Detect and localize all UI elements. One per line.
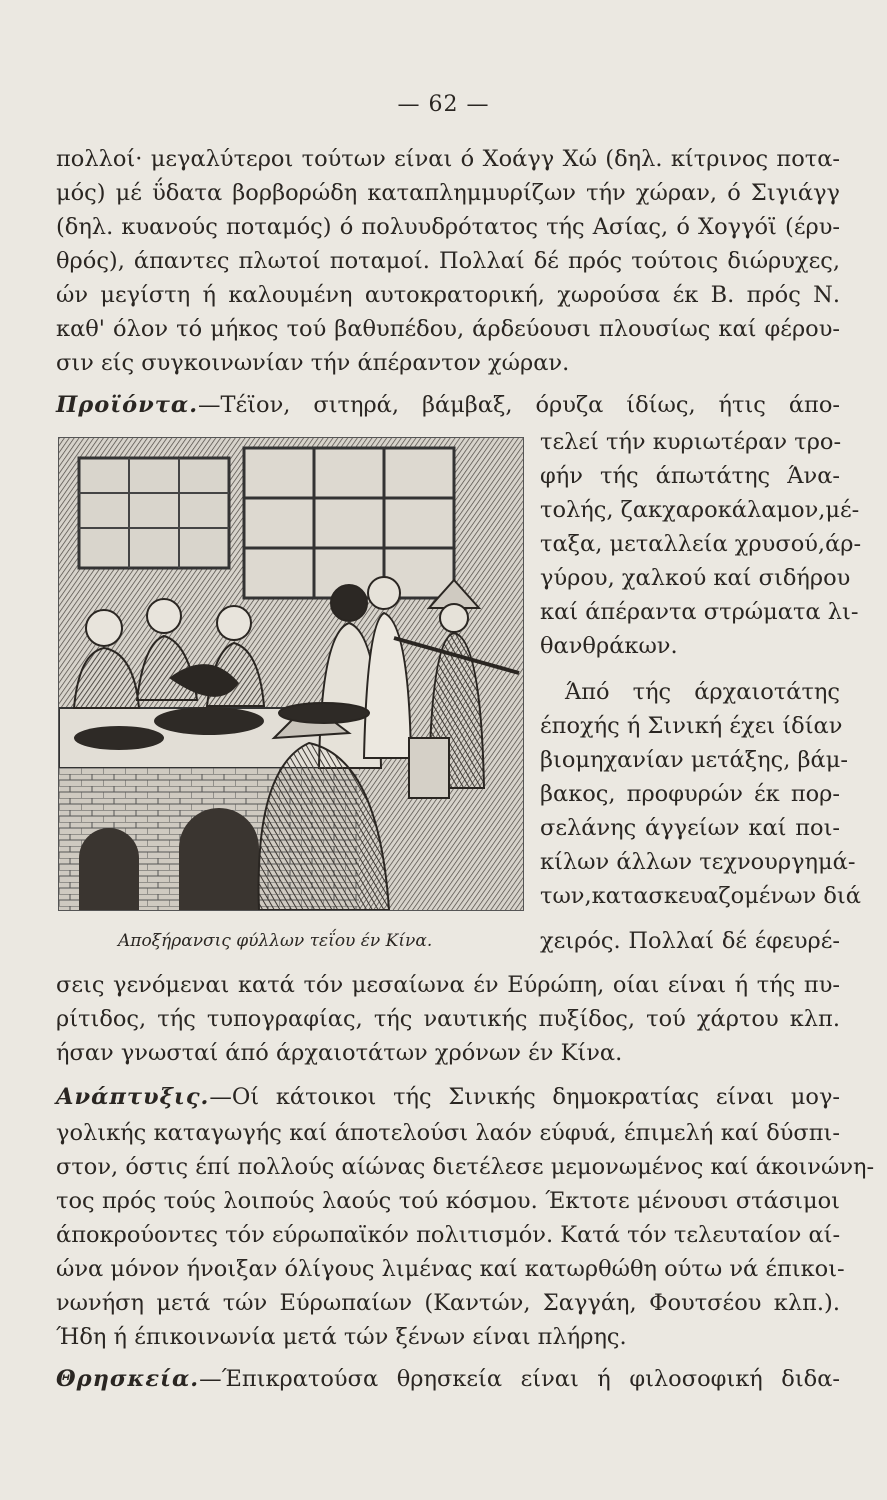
text-line: στον, όστις έπί πολλούς αίώνας διετέλεσε μεμονωμένος καί άκοινώνη- xyxy=(56,1154,875,1180)
development-heading: Ανάπτυξις. xyxy=(56,1084,210,1110)
text-line: Άπό τής άρχαιοτάτης xyxy=(565,679,840,705)
text-line: φήν τής άπωτάτης Άνα- xyxy=(540,463,840,489)
text-line: ήσαν γνωσταί άπό άρχαιοτάτων χρόνων έν Κίνα. xyxy=(56,1040,623,1066)
text-line: πολλοί· μεγαλύτεροι τούτων είναι ό Χοάγγ Χώ (δηλ. κίτρινος ποτα- xyxy=(56,146,840,172)
text-line: γύρου, χαλκού καί σιδήρου xyxy=(540,565,851,591)
text-line: βακος, προφυρών έκ πορ- xyxy=(540,781,840,807)
text-line: σεις γενόμεναι κατά τόν μεσαίωνα έν Εύρώπη, οίαι είναι ή τής πυ- xyxy=(56,972,840,998)
text-line: καί άπέραντα στρώματα λι- xyxy=(540,599,859,625)
text-line: άποκρούοντες τόν εύρωπαϊκόν πολιτισμόν. Κατά τόν τελευταίον αί- xyxy=(56,1222,841,1248)
text-line: ώνα μόνον ήνοιξαν όλίγους λιμένας καί κατωρθώθη ούτω νά έπικοι- xyxy=(56,1256,845,1282)
text-line: ρίτιδος, τής τυπογραφίας, τής ναυτικής πυξίδος, τού χάρτου κλπ. xyxy=(56,1006,840,1032)
text-line: βιομηχανίαν μετάξης, βάμ- xyxy=(540,747,848,773)
religion-line xyxy=(56,1364,840,1394)
text-line: τολής, ζακχαροκάλαμον,μέ- xyxy=(540,497,860,523)
text-line: γολικής καταγωγής καί άποτελούσι λαόν εύφυά, έπιμελή καί δύσπι- xyxy=(56,1120,840,1146)
text-line: ών μεγίστη ή καλουμένη αυτοκρατορική, χωρούσα έκ Β. πρός Ν. xyxy=(56,282,840,308)
text-line: τελεί τήν κυριωτέραν τρο- xyxy=(540,429,842,455)
figure-caption: Αποξήρανσις φύλλων τεΐου έν Κίνα. xyxy=(118,931,433,951)
tea-drying-engraving xyxy=(59,438,523,910)
text-line: κίλων άλλων τεχνουργημά- xyxy=(540,849,856,875)
products-heading: Προϊόντα. xyxy=(56,392,199,418)
products-text: —Τέϊον, σιτηρά, βάμβαξ, όρυζα ίδίως, ήτις άπο- xyxy=(198,392,840,418)
text-line: καθ' όλον τό μήκος τού βαθυπέδου, άρδεύουσι πλουσίως καί φέρου- xyxy=(56,316,840,342)
text-line: σελάνης άγγείων καί ποι- xyxy=(540,815,840,841)
page-number: — 62 — xyxy=(397,92,490,117)
text-line: σιν είς συγκοινωνίαν τήν άπέραντον χώραν. xyxy=(56,350,570,376)
text-line: των,κατασκευαζομένων διά xyxy=(540,883,861,909)
text-line: τος πρός τούς λοιπούς λαούς τού κόσμου. Έκτοτε μένουσι στάσιμοι xyxy=(56,1188,840,1214)
religion-text: —Έπικρατούσα θρησκεία είναι ή φιλοσοφική διδα- xyxy=(199,1366,840,1392)
products-line xyxy=(56,390,840,420)
engraving-illustration xyxy=(58,437,524,911)
religion-heading: Θρησκεία. xyxy=(56,1366,200,1392)
text-line: νωνήση μετά τών Εύρωπαίων (Καντών, Σαγγάη, Φουτσέου κλπ.). xyxy=(56,1290,840,1316)
text-line: (δηλ. κυανούς ποταμός) ό πολυυδρότατος τής Ασίας, ό Χογγόϊ (έρυ- xyxy=(56,214,840,240)
development-line xyxy=(56,1082,840,1112)
text-line: χειρός. Πολλαί δέ έφευρέ- xyxy=(540,928,840,954)
text-line: θανθράκων. xyxy=(540,633,678,659)
text-line: θρός), άπαντες πλωτοί ποταμοί. Πολλαί δέ πρός τούτοις διώρυχες, xyxy=(56,248,840,274)
development-text: —Οί κάτοικοι τής Σινικής δημοκρατίας είναι μογ- xyxy=(209,1084,840,1110)
text-line: έποχής ή Σινική έχει ίδίαν xyxy=(540,713,843,739)
text-line: Ήδη ή έπικοινωνία μετά τών ξένων είναι πλήρης. xyxy=(56,1324,627,1350)
text-line: ταξα, μεταλλεία χρυσού,άρ- xyxy=(540,531,862,557)
text-line: μός) μέ ΰδατα βορβορώδη καταπλημμυρίζων τήν χώραν, ό Σιγιάγγ xyxy=(56,180,840,206)
